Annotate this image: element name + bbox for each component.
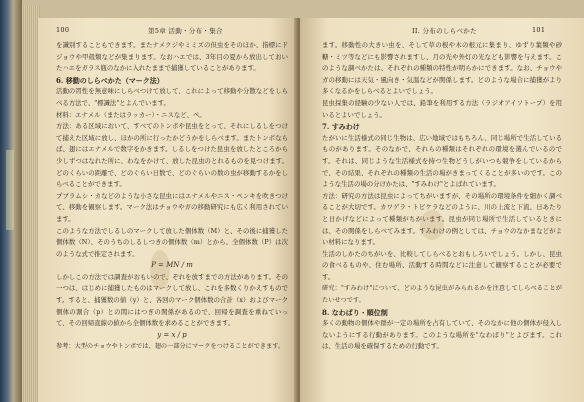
paragraph: このような方法でしるしのマークして放した個体数（M）と、その後に捕獲した個体数（N）、そのうちのしるしつきの個体数（m）とから、全個体数（P）は次のような式で推定されます。 xyxy=(56,226,288,258)
paragraph: 生活のしかたのちがいを、比較してしらべるとおもしろいでしょう。しかし、昆虫の食べるものや、住む場所、活動する時間などに注意して観察することが必要です。 xyxy=(322,249,562,281)
section-heading: 8. なわばり・順位制 xyxy=(322,307,388,317)
paragraph: しかしこの方法では調査がおもいので、ぞれを放すまでの方法があります。その一つは、はじめに捕獲したものはマークして放し、これを多数くりかえすものです。すると、捕獲数の値（y）と、各回のマーク個体数の合計（x）およびマーク個体の割合（p）との間にはつぎの関係があるので、回帰を調査を重ねていって、その回帰直線の値から全個体数を求めることができます。 xyxy=(56,272,288,328)
paper-stain xyxy=(420,210,444,240)
section-heading: 6. 移動のしらべかた（マーク法） xyxy=(56,75,164,85)
adjacent-book-spine xyxy=(0,0,22,402)
right-running-head: II. 分布のしらべかた xyxy=(412,27,477,35)
note: 参考：大型のチョウやトンボでは、翅の一部分にマークをつけることができます。 xyxy=(56,343,285,351)
paragraph: 方法：研究の方法は昆虫によってちがいますが、その場所の環境条件を細かく調べることが大切です。カワゲラ・トビケラなどのように、川の上流と下流、日あたりと日かげなどによって種類がちがいます。昆虫が同じ場所で生活しているときには、その関係をしらべてみます。すみわけの例としては、チョウのなかまなどがよい材料になります。 xyxy=(322,191,562,247)
paragraph: ます。移動性の大きい虫を、そして草の根や木の根元に集まり、ゆずり葉類や砂糖・ミツ等などにも影響されますし、月の光や外灯の光なども影響を与えます。このような調べかたは、それぞれの種類の特性が明らかにできます。なお、チョウやガの移動には天気・風向き・気温などが関係します。どのような場合に捕獲がより多くなるかをしらべるとよいでしょう。 xyxy=(322,41,562,96)
left-page-number: 100 xyxy=(56,26,70,34)
left-page xyxy=(38,18,296,402)
spine-stripe xyxy=(6,150,14,230)
paragraph: を識別することもできます。またナメクジやミミズの但虫をそのほか、指標にドジョウや甲殻類などが集まります。なおハエでは、3年目の夏から放出しておいたハエをガラス瓶のなかに入れたままで捕獲していることがあります。 xyxy=(56,41,288,73)
right-page xyxy=(300,18,584,402)
paragraph: たがいに生活様式の同じ生物は、広い地域ではもちろん、同じ場所で生活しているものがあります。そのなかで、それらの種類はそれぞれの環境を選んでいるのです。それは、同じような生活様式を持つ生物どうしがいつも競争をしているからで、その結果、それぞれの種類の生活の場がきまってくることが多いのです。このような生活の場の分けかたは、"すみわけ"とよばれています。 xyxy=(322,133,562,189)
paper-stain xyxy=(150,250,170,290)
left-page-body xyxy=(56,40,288,353)
formula: y = x / p xyxy=(157,330,187,339)
paragraph: 活動の習性を無意味にしらべつけて放して、これによって移動や分散などをしらべる方法で、"標識法"とよんでいます。 xyxy=(56,87,288,107)
note: 研究："すみわけ"について、どのような昆虫がみられるかを注意してしらべることがたいせつです。 xyxy=(322,285,562,305)
paragraph: 多くの動物の個体や群が一定の場所を占有していて、そのなかに他の個体が侵入しないようにする行動があります。このような場所を"なわばり"とよびます。これは、生活の場を確保するための行動です。 xyxy=(322,319,562,351)
paragraph: 昆虫採集の経験の少ない人では、鉛筆を利用する方法（ラジオアイソトープ）を用いるとよいでしょう。 xyxy=(322,98,562,119)
paragraph: 材料：エナメル（またはラッカー）・ニスなど、ペ。 xyxy=(56,110,206,119)
paragraph: プブラムシ・カなどのような小さな昆虫にはエナメルやニス・ペンキを吹きつけて、移動を観察します。マーク法はチョウやガの移動研究にも広く利用されています。 xyxy=(56,191,288,223)
left-running-head: 第5章 活動・分布・集合 xyxy=(148,27,223,35)
paragraph: 方法：ある区域において、すべてのトンボや昆虫をとって、それにしるしをつけて捕えた区域に放し、ほかの所に行ったかどうかをしらべます。またトンボならば、翅にはエナメルで数字をかきます。しるしをつけた昆虫を放したところから少しずつはなれた所に、わなをかけて、放した昆虫のとれるものを見つけます。どのくらいの距離で、どのぐらい日数で、どのぐらいの数の虫が移動するかをしらべることができます。 xyxy=(56,122,288,189)
formula: P = MN / m xyxy=(151,261,193,270)
section-heading: 7. すみわけ xyxy=(322,122,360,132)
right-page-body xyxy=(322,40,562,353)
right-page-number: 101 xyxy=(532,26,546,34)
